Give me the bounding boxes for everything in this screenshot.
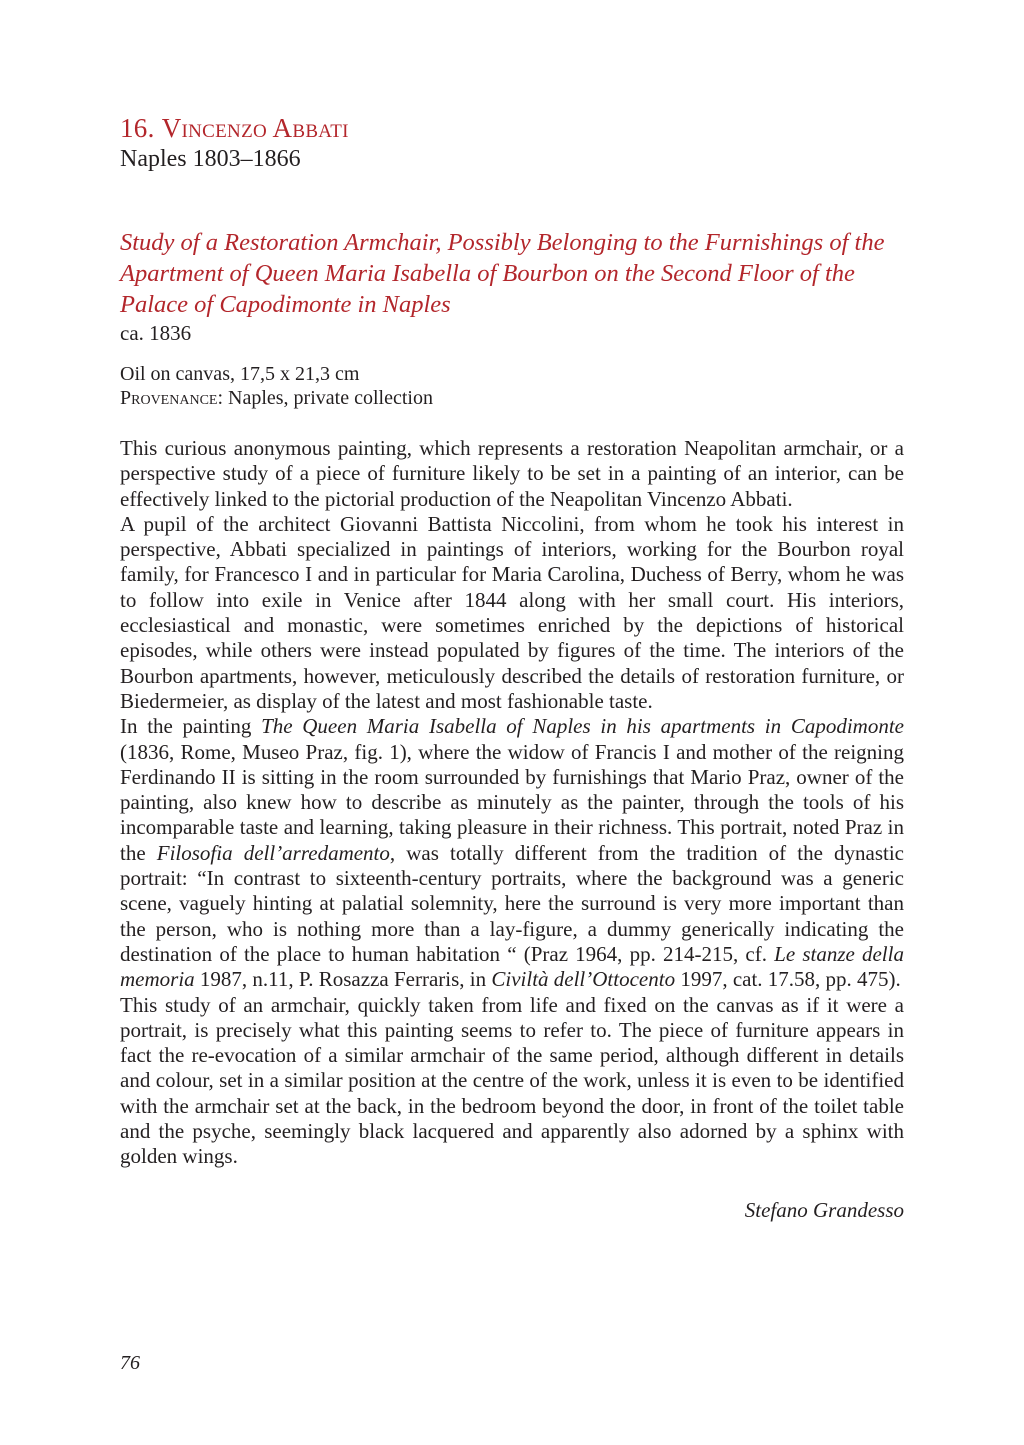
author-signature: Stefano Grandesso: [744, 1197, 904, 1222]
book-title-stanze: Le stanze della memoria: [120, 941, 904, 992]
paragraph-1: This curious anonymous painting, which represents a restoration Neapolitan armchair, or a perspective study of a piece of furniture likely to be set in a painting of an interior, can be effectively linked to the pictorial production of the Neapolitan Vincenzo Abbati.: [120, 436, 904, 511]
entry-heading: [120, 112, 904, 144]
provenance-label: Provenance:: [120, 387, 224, 409]
book-title-filosofia: Filosofia dell’arredamento: [156, 840, 390, 865]
painting-title: The Queen Maria Isabella of Naples in his apartments in Capodimonte: [261, 714, 904, 739]
page-number: 76: [120, 1352, 140, 1374]
entry-number: 16.: [120, 113, 155, 143]
essay-body: [120, 436, 904, 1170]
paragraph-3-text-d: 1987, n.11, P. Rosazza Ferraris, in: [194, 967, 492, 992]
paragraph-2: A pupil of the architect Giovanni Battista Niccolini, from whom he took his interest in perspective, Abbati specialized in paintings of interiors, working for the Bourbon royal family, for Francesco I and in particular for Maria Carolina, Duchess of Berry, whom he was to follow into exile in Venice after 1844 along with her small court. His interiors, ecclesiastical and monastic, were sometimes enriched by the depictions of historical episodes, while others were instead populated by figures of the time. The interiors of the Bourbon apartments, however, meticulously described the details of restoration furniture, or Biedermeier, as display of the latest and most fashionable taste.: [120, 511, 904, 713]
work-details: [120, 362, 904, 410]
artist-name: Vincenzo Abbati: [161, 113, 349, 143]
paragraph-3-text-c: , was totally different from the tradition of the dynastic portrait: “In contrast to sixteenth-century portraits, where the background was a generic scene, vaguely hinting at palatial solemnity, here the surround is very more important than the person, who is nothing more than a lay-figure, a dummy generically indicating the destination of the place to human habitation “ (Praz 1964, pp. 214-215, cf.: [120, 840, 904, 966]
paragraph-3-text-a: In the painting: [120, 714, 262, 739]
work-medium: Oil on canvas, 17,5 x 21,3 cm: [120, 363, 360, 385]
paragraph-3: [120, 714, 904, 992]
provenance: [120, 386, 904, 410]
work-title: Study of a Restoration Armchair, Possibly Belonging to the Furnishings of the Apartment of Queen Maria Isabella of Bourbon on the Second Floor of the Palace of Capodimonte in Naples: [120, 229, 885, 318]
paragraph-4: This study of an armchair, quickly taken from life and fixed on the canvas as if it were a portrait, is precisely what this painting seems to refer to. The piece of furniture appears in fact the re-evocation of a similar armchair of the same period, although different in details and colour, set in a similar position at the centre of the work, unless it is even to be identified with the armchair set at the back, in the bedroom beyond the door, in front of the toilet table and the psyche, seemingly black lacquered and apparently also adorned by a sphinx with golden wings.: [120, 992, 904, 1169]
provenance-value: Naples, private collection: [228, 387, 433, 409]
artist-life-dates: Naples 1803–1866: [120, 146, 301, 172]
book-title-civilta: Civiltà dell’Ottocento: [491, 967, 676, 992]
paragraph-3-text-e: 1997, cat. 17.58, pp. 475).: [675, 967, 901, 992]
paragraph-3-text-b: (1836, Rome, Museo Praz, fig. 1), where the widow of Francis I and mother of the reigning Ferdinando II is sitting in the room surrounded by furnishings that Mario Praz, owner of the painting, also knew how to describe as minutely as the painter, through the tools of his incomparable taste and learning, taking pleasure in their richness. This portrait, noted Praz in the: [120, 739, 904, 865]
catalogue-entry: [120, 112, 904, 1223]
work-date: ca. 1836: [120, 321, 192, 345]
